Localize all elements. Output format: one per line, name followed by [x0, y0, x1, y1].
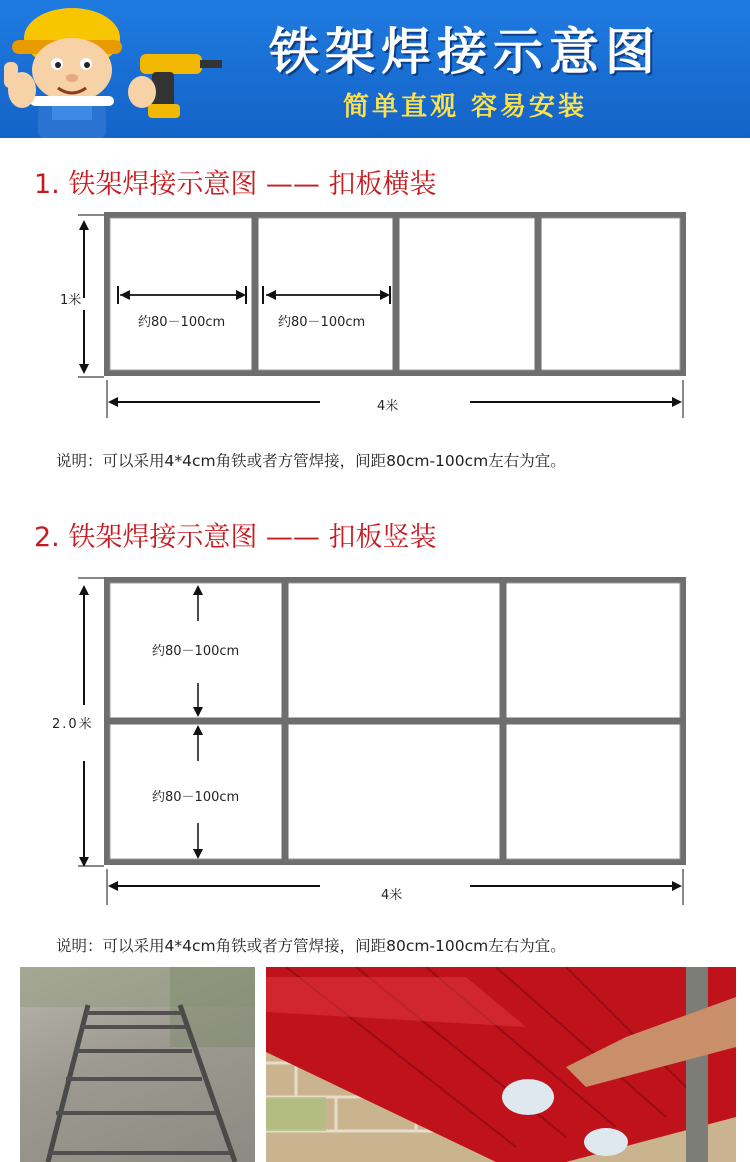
diagram2-height-label: 2.0米	[52, 717, 94, 732]
diagram1-width-label: 4米	[377, 399, 399, 414]
diagram2-heading: 2. 铁架焊接示意图 —— 扣板竖装	[34, 522, 437, 553]
photo-welded-frame-on-ground	[20, 967, 255, 1162]
diagram2-width-label: 4米	[381, 888, 403, 903]
diagram2-spacing-label-1: 约80－100cm	[152, 644, 240, 659]
header-banner	[0, 0, 750, 138]
red-panel-installation-icon	[266, 967, 736, 1162]
photo-installing-red-panels	[266, 967, 736, 1162]
diagram1-height-label: 1米	[60, 293, 82, 308]
diagram2-spacing-label-2: 约80－100cm	[152, 790, 240, 805]
diagram1-spacing-label-2: 约80－100cm	[278, 315, 366, 330]
worker-mascot-icon	[0, 0, 230, 138]
banner-subtitle: 简单直观 容易安装	[342, 92, 588, 122]
diagram2-frame-drawing	[0, 565, 750, 910]
diagram1-spacing-label-1: 约80－100cm	[138, 315, 226, 330]
diagram1-frame-drawing	[0, 200, 750, 430]
diagram1-heading: 1. 铁架焊接示意图 —— 扣板横装	[34, 169, 437, 200]
diagram1-note: 说明：可以采用4*4cm角铁或者方管焊接，间距80cm-100cm左右为宜。	[56, 452, 566, 470]
welded-ladder-frame-icon	[20, 967, 255, 1162]
banner-title: 铁架焊接示意图	[269, 23, 661, 81]
diagram2-note: 说明：可以采用4*4cm角铁或者方管焊接，间距80cm-100cm左右为宜。	[56, 937, 566, 955]
